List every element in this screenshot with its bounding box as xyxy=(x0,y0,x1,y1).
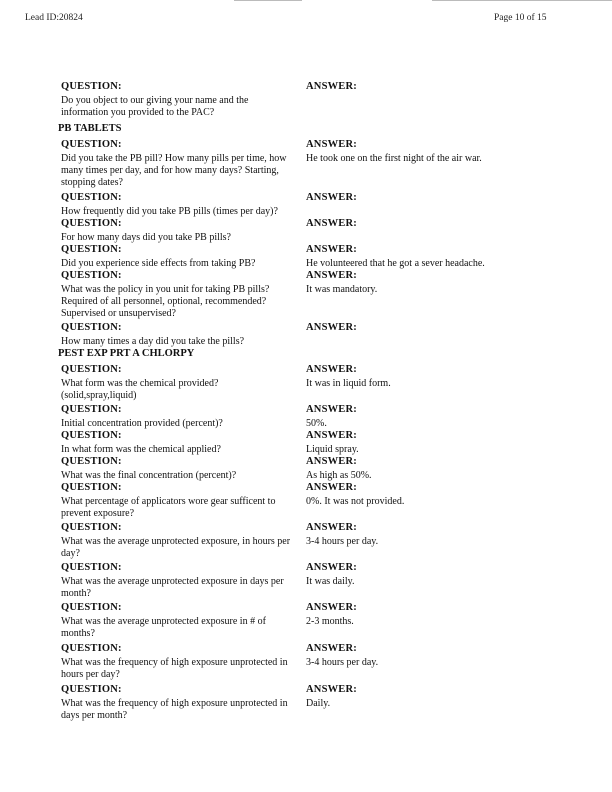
answer-text: 2-3 months. xyxy=(306,616,354,627)
question-text: Did you experience side effects from taking PB? xyxy=(61,258,256,269)
question-text: How frequently did you take PB pills (times per day)? xyxy=(61,206,278,217)
answer-label: ANSWER: xyxy=(306,244,357,255)
section-title: PEST EXP PRT A CHLORPY xyxy=(58,348,195,359)
question-label: QUESTION: xyxy=(61,218,122,229)
question-text: How many times a day did you take the pills? xyxy=(61,336,245,347)
answer-label: ANSWER: xyxy=(306,322,357,333)
answer-label: ANSWER: xyxy=(306,270,357,281)
answer-label: ANSWER: xyxy=(306,684,357,695)
question-label: QUESTION: xyxy=(61,404,122,415)
answer-text: It was mandatory. xyxy=(306,284,378,295)
answer-label: ANSWER: xyxy=(306,364,357,375)
question-text: In what form was the chemical applied? xyxy=(61,444,221,455)
question-text: Do you object to our giving your name and the information you provided to the PAC? xyxy=(61,95,249,118)
answer-label: ANSWER: xyxy=(306,456,357,467)
answer-label: ANSWER: xyxy=(306,192,357,203)
question-label: QUESTION: xyxy=(61,684,122,695)
question-label: QUESTION: xyxy=(61,456,122,467)
question-text: What was the average unprotected exposure in days per month? xyxy=(61,576,284,599)
scan-artifact xyxy=(234,0,302,1)
answer-text: Daily. xyxy=(306,698,331,709)
answer-text: It was daily. xyxy=(306,576,355,587)
page-number: Page 10 of 15 xyxy=(494,13,547,23)
answer-text: 3-4 hours per day. xyxy=(306,536,379,547)
scan-artifact xyxy=(432,0,612,1)
question-label: QUESTION: xyxy=(61,244,122,255)
section-title: PB TABLETS xyxy=(58,123,122,134)
question-text: What was the policy in you unit for taking PB pills? Required of all personnel, optional, recommended? Supervised or unsupervised? xyxy=(61,284,270,319)
question-label: QUESTION: xyxy=(61,81,122,92)
question-label: QUESTION: xyxy=(61,482,122,493)
answer-label: ANSWER: xyxy=(306,522,357,533)
question-text: What was the final concentration (percent)? xyxy=(61,470,237,481)
lead-id: Lead ID:20824 xyxy=(25,13,83,23)
question-text: Did you take the PB pill? How many pills per time, how many times per day, and for how many days? Starting, stopping dates? xyxy=(61,153,287,188)
answer-text: He volunteered that he got a sever headache. xyxy=(306,258,485,269)
question-label: QUESTION: xyxy=(61,192,122,203)
answer-text: 50%. xyxy=(306,418,327,429)
answer-text: It was in liquid form. xyxy=(306,378,391,389)
answer-label: ANSWER: xyxy=(306,81,357,92)
answer-label: ANSWER: xyxy=(306,482,357,493)
answer-label: ANSWER: xyxy=(306,218,357,229)
question-label: QUESTION: xyxy=(61,139,122,150)
answer-label: ANSWER: xyxy=(306,643,357,654)
answer-label: ANSWER: xyxy=(306,430,357,441)
answer-label: ANSWER: xyxy=(306,602,357,613)
answer-label: ANSWER: xyxy=(306,139,357,150)
question-text: What was the average unprotected exposure, in hours per day? xyxy=(61,536,291,559)
question-label: QUESTION: xyxy=(61,322,122,333)
question-label: QUESTION: xyxy=(61,430,122,441)
answer-text: 0%. It was not provided. xyxy=(306,496,405,507)
question-text: What was the frequency of high exposure unprotected in hours per day? xyxy=(61,657,288,680)
question-label: QUESTION: xyxy=(61,270,122,281)
question-label: QUESTION: xyxy=(61,562,122,573)
answer-text: Liquid spray. xyxy=(306,444,359,455)
question-label: QUESTION: xyxy=(61,364,122,375)
answer-label: ANSWER: xyxy=(306,404,357,415)
question-label: QUESTION: xyxy=(61,643,122,654)
question-text: What was the average unprotected exposure in # of months? xyxy=(61,616,266,639)
answer-text: 3-4 hours per day. xyxy=(306,657,379,668)
question-text: What was the frequency of high exposure unprotected in days per month? xyxy=(61,698,288,721)
question-text: Initial concentration provided (percent)? xyxy=(61,418,223,429)
answer-label: ANSWER: xyxy=(306,562,357,573)
answer-text: He took one on the first night of the air war. xyxy=(306,153,482,164)
question-text: For how many days did you take PB pills? xyxy=(61,232,231,243)
answer-text: As high as 50%. xyxy=(306,470,372,481)
question-label: QUESTION: xyxy=(61,602,122,613)
question-text: What percentage of applicators wore gear sufficent to prevent exposure? xyxy=(61,496,276,519)
question-label: QUESTION: xyxy=(61,522,122,533)
question-text: What form was the chemical provided?(solid,spray,liquid) xyxy=(61,378,219,401)
